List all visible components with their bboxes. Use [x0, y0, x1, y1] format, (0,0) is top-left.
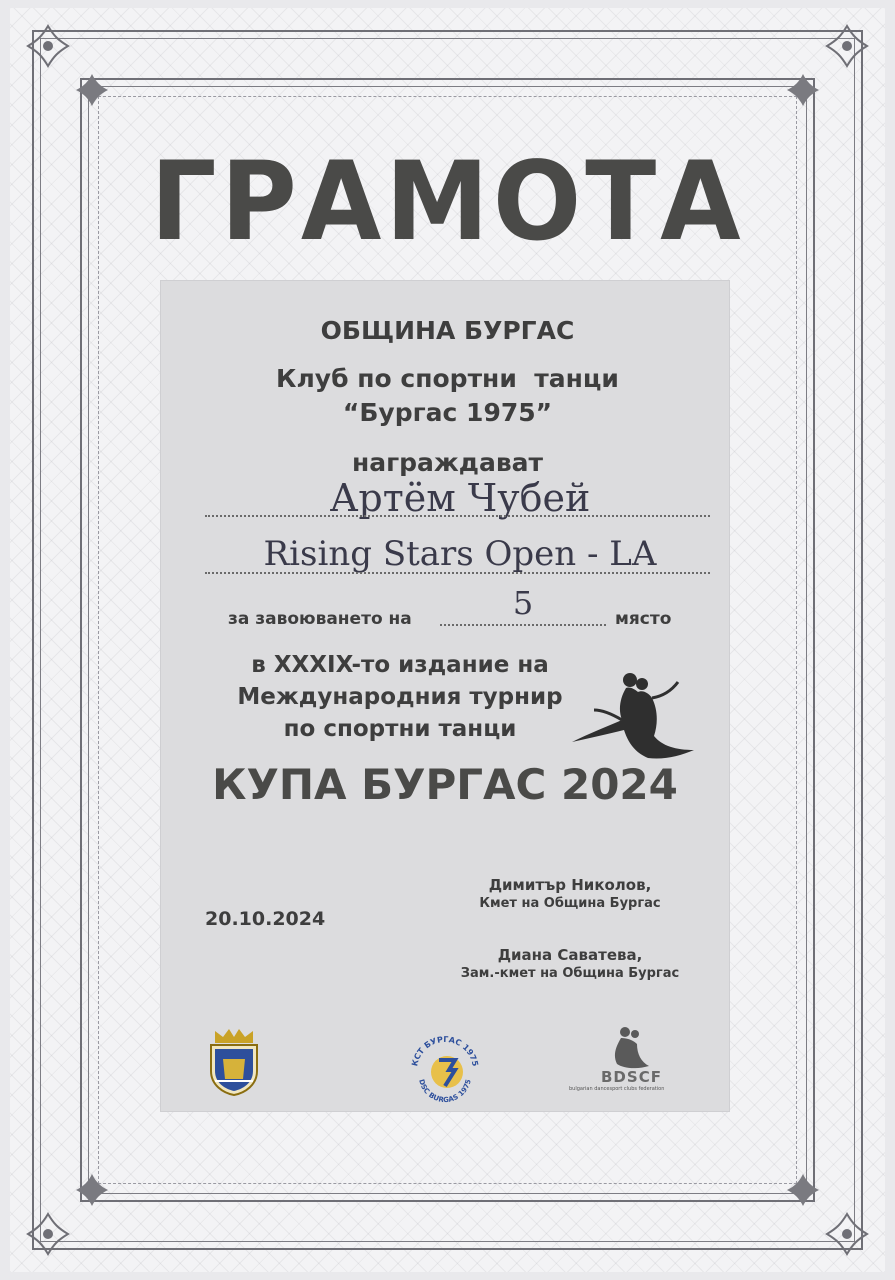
awards-verb: награждават: [351, 448, 544, 477]
fleur-ornament-icon: [72, 1170, 112, 1210]
burgas-coat-of-arms-icon: [205, 1027, 263, 1097]
federation-full-name: bulgarian dancesport clubs federation: [569, 1086, 665, 1092]
event-category: Rising Stars Open - LA: [263, 534, 657, 574]
organizer: ОБЩИНА БУРГАС: [320, 316, 575, 345]
dancers-silhouette-icon: [568, 668, 698, 768]
federation-abbr: BDSCF: [601, 1068, 662, 1086]
place-prefix: за завоюването на: [228, 609, 412, 629]
club-line-1: Клуб по спортни танци: [276, 364, 619, 393]
corner-ornament-icon: [24, 1210, 72, 1258]
place-value: 5: [512, 584, 534, 622]
corner-ornament-icon: [823, 1210, 871, 1258]
club-line-2: “Бургас 1975”: [342, 398, 553, 427]
edition-line-3: по спортни танци: [283, 716, 517, 742]
cup-name: КУПА БУРГАС 2024: [212, 760, 678, 809]
signatory-2-title: Зам.-кмет на Община Бургас: [460, 966, 680, 981]
svg-text:КСТ БУРГАС 1975: КСТ БУРГАС 1975: [410, 1034, 480, 1068]
corner-ornament-icon: [823, 22, 871, 70]
signatory-1-title: Кмет на Община Бургас: [479, 896, 661, 911]
place-dotted-line: [440, 624, 606, 626]
federation-logo: [565, 1024, 695, 1100]
signatory-1-name: Димитър Николов,: [488, 876, 652, 894]
fleur-ornament-icon: [783, 70, 823, 110]
fleur-ornament-icon: [72, 70, 112, 110]
fleur-ornament-icon: [783, 1170, 823, 1210]
federation-dancers-icon: [565, 1024, 695, 1074]
svg-text:DSC BURGAS 1975: DSC BURGAS 1975: [417, 1078, 473, 1105]
recipient-name: Артём Чубей: [329, 476, 591, 520]
corner-ornament-icon: [24, 22, 72, 70]
event-dotted-line: [205, 572, 710, 574]
edition-line-1: в XXXIX-то издание на: [251, 652, 549, 678]
signatory-2-name: Диана Саватева,: [497, 946, 643, 964]
edition-line-2: Международния турнир: [237, 684, 563, 710]
certificate-title: ГРАМОТА: [150, 136, 745, 266]
award-date: 20.10.2024: [205, 908, 326, 930]
club-logo: [405, 1030, 485, 1110]
place-suffix: място: [615, 609, 672, 629]
recipient-dotted-line: [205, 515, 710, 517]
